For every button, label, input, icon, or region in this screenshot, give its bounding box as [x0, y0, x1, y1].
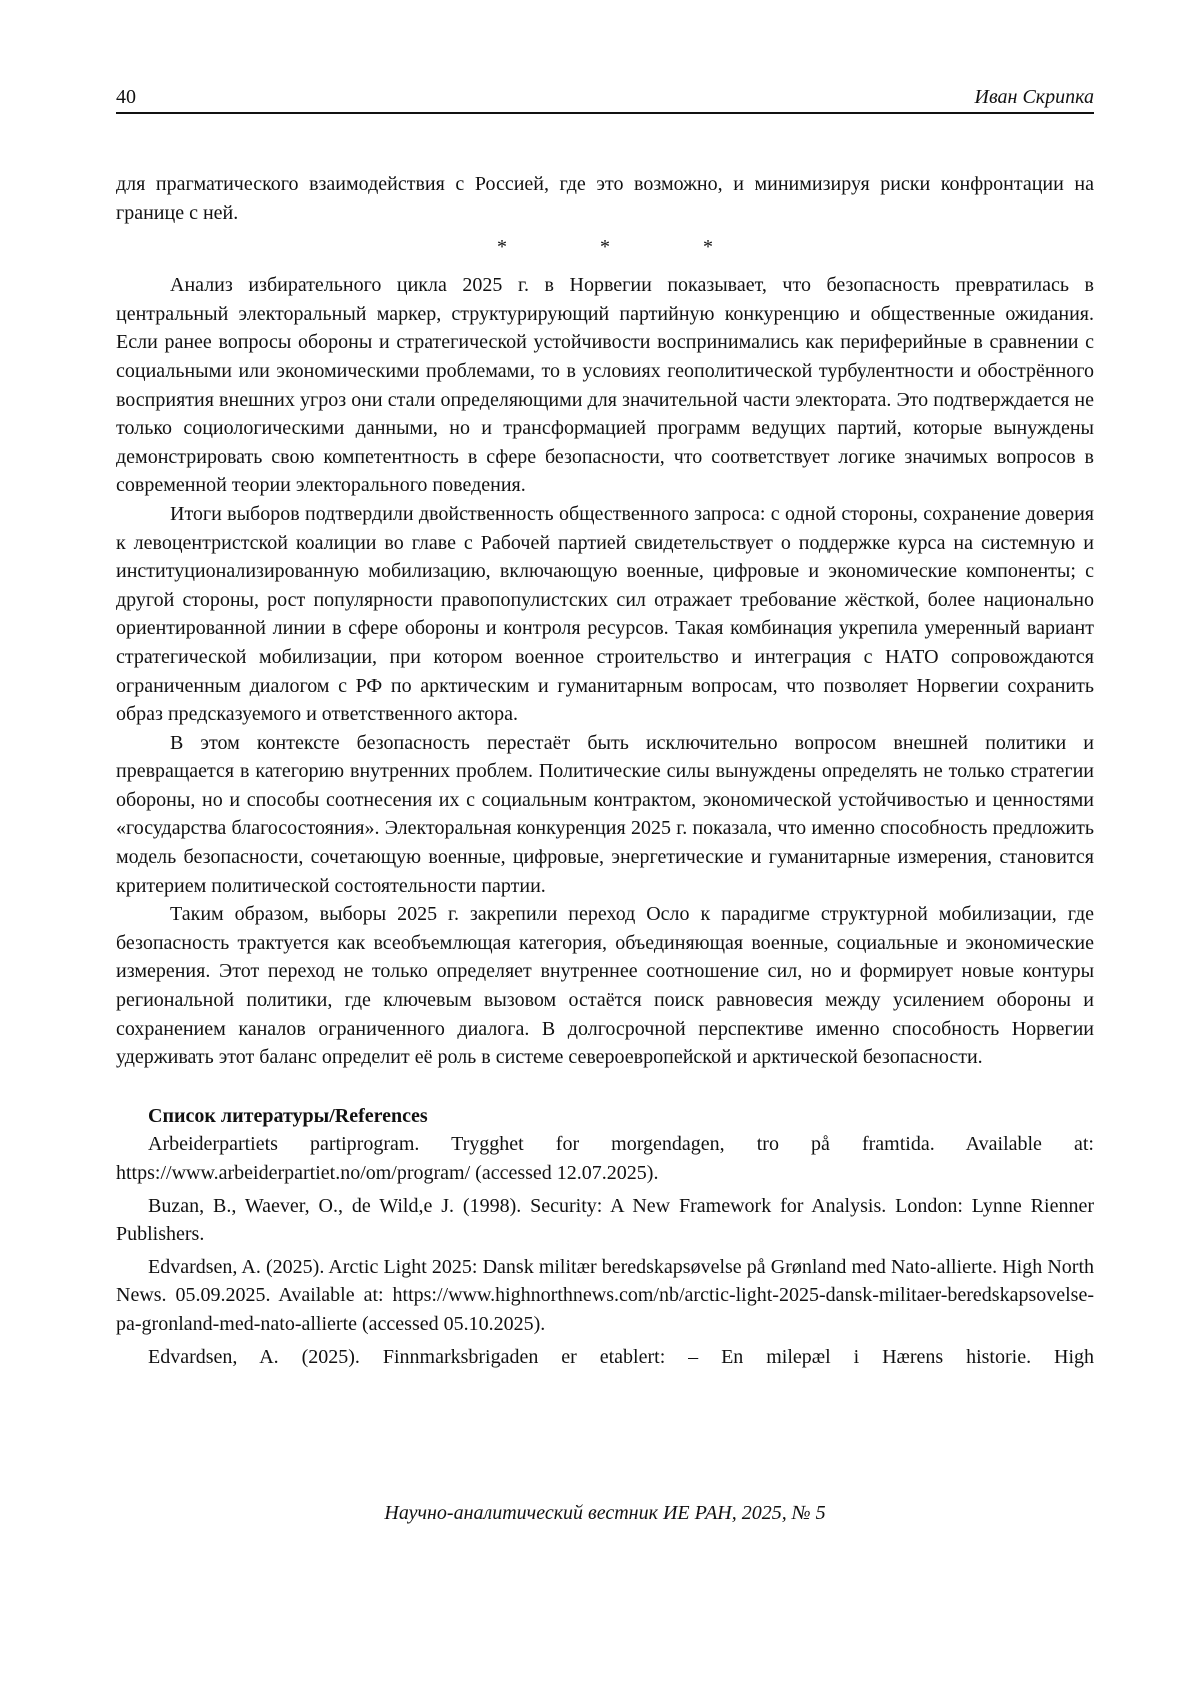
continuation-paragraph: для прагматического взаимодействия с Россией, где это возможно, и минимизируя риски конфронтации на границе с ней. — [116, 173, 1094, 224]
body-paragraph: Итоги выборов подтвердили двойственность общественного запроса: с одной стороны, сохранение доверия к левоцентристской коалиции во главе с Рабочей партией свидетельствует о поддержке курса на системную и институционализированную мобилизацию, включающую военные, цифровые и экономические компоненты; с другой стороны, рост популярности правопопулистских сил отражает требование жёсткой, более национально ориентированной линии в сфере обороны и контроля ресурсов. Такая комбинация укрепила умеренный вариант стратегической мобилизации, при котором военное строительство и интеграция с НАТО сопровождаются ограниченным диалогом с РФ по арктическим и гуманитарным вопросам, что позволяет Норвегии сохранить образ предсказуемого и ответственного актора. — [116, 502, 1094, 726]
body-paragraph: Анализ избирательного цикла 2025 г. в Норвегии показывает, что безопасность превратилась в центральный электоральный маркер, структурирующий партийную конкуренцию и общественные ожидания. Если ранее вопросы обороны и стратегической устойчивости воспринимались как периферийные в сравнении с социальными или экономическими проблемами, то в условиях геополитической турбулентности и обострённого восприятия внешних угроз они стали определяющими для значительной части электората. Это подтверждается не только социологическими данными, но и трансформацией программ ведущих партий, которые вынуждены демонстрировать свою компетентность в сфере безопасности, что соответствует логике значимых вопросов в современной теории электорального поведения. — [116, 274, 1094, 497]
reference-item: Buzan, B., Waever, O., de Wild,e J. (1998). Security: A New Framework for Analysis. London: Lynne Rienner Publishers. — [116, 1194, 1094, 1246]
running-header — [116, 84, 1094, 114]
body-paragraph: В этом контексте безопасность перестаёт быть исключительно вопросом внешней политики и превращается в категорию внутренних проблем. Политические силы вынуждены определять не только стратегии обороны, но и способы соотнесения их с социальным контрактом, экономической устойчивостью и ценностями «государства благосостояния». Электоральная конкуренция 2025 г. показала, что именно способность предложить модель безопасности, сочетающую военные, цифровые, энергетические и гуманитарные измерения, становится критерием политической состоятельности партии. — [116, 731, 1094, 897]
references-list — [116, 1130, 1094, 1371]
reference-item: Arbeiderpartiets partiprogram. Trygghet for morgendagen, tro på framtida. Available at: https://www.arbeiderpartiet.no/om/program/ (accessed 12.07.2025). — [116, 1133, 1094, 1184]
page-number: 40 — [116, 86, 136, 108]
reference-item: Edvardsen, A. (2025). Finnmarksbrigaden er etablert: – En milepæl i Hærens historie. High — [148, 1345, 1094, 1368]
reference-item: Edvardsen, A. (2025). Arctic Light 2025: Dansk militær beredskapsøvelse på Grønland med Nato-allierte. High North News. 05.09.2025. Available at: https://www.highnorthnews.com/nb/arctic-light-2025-dansk-militaer-beredskapsovelse-pa-gronland-med-nato-allierte (accessed 05.10.2025). — [116, 1255, 1094, 1335]
references-heading: Список литературы/References — [148, 1104, 428, 1127]
running-footer: Научно-аналитический вестник ИЕ РАН, 2025, № 5 — [384, 1502, 826, 1524]
header-author: Иван Скрипка — [974, 86, 1094, 108]
section-separator: * * * — [497, 236, 757, 259]
article-body — [116, 170, 1094, 1375]
body-paragraph: Таким образом, выборы 2025 г. закрепили переход Осло к парадигме структурной мобилизации, где безопасность трактуется как всеобъемлющая категория, объединяющая военные, социальные и экономические измерения. Этот переход не только определяет внутреннее соотношение сил, но и формирует новые контуры региональной политики, где ключевым вызовом остаётся поиск равновесия между усилением обороны и сохранением каналов ограниченного диалога. В долгосрочной перспективе именно способность Норвегии удерживать этот баланс определит её роль в системе североевропейской и арктической безопасности. — [116, 903, 1094, 1069]
